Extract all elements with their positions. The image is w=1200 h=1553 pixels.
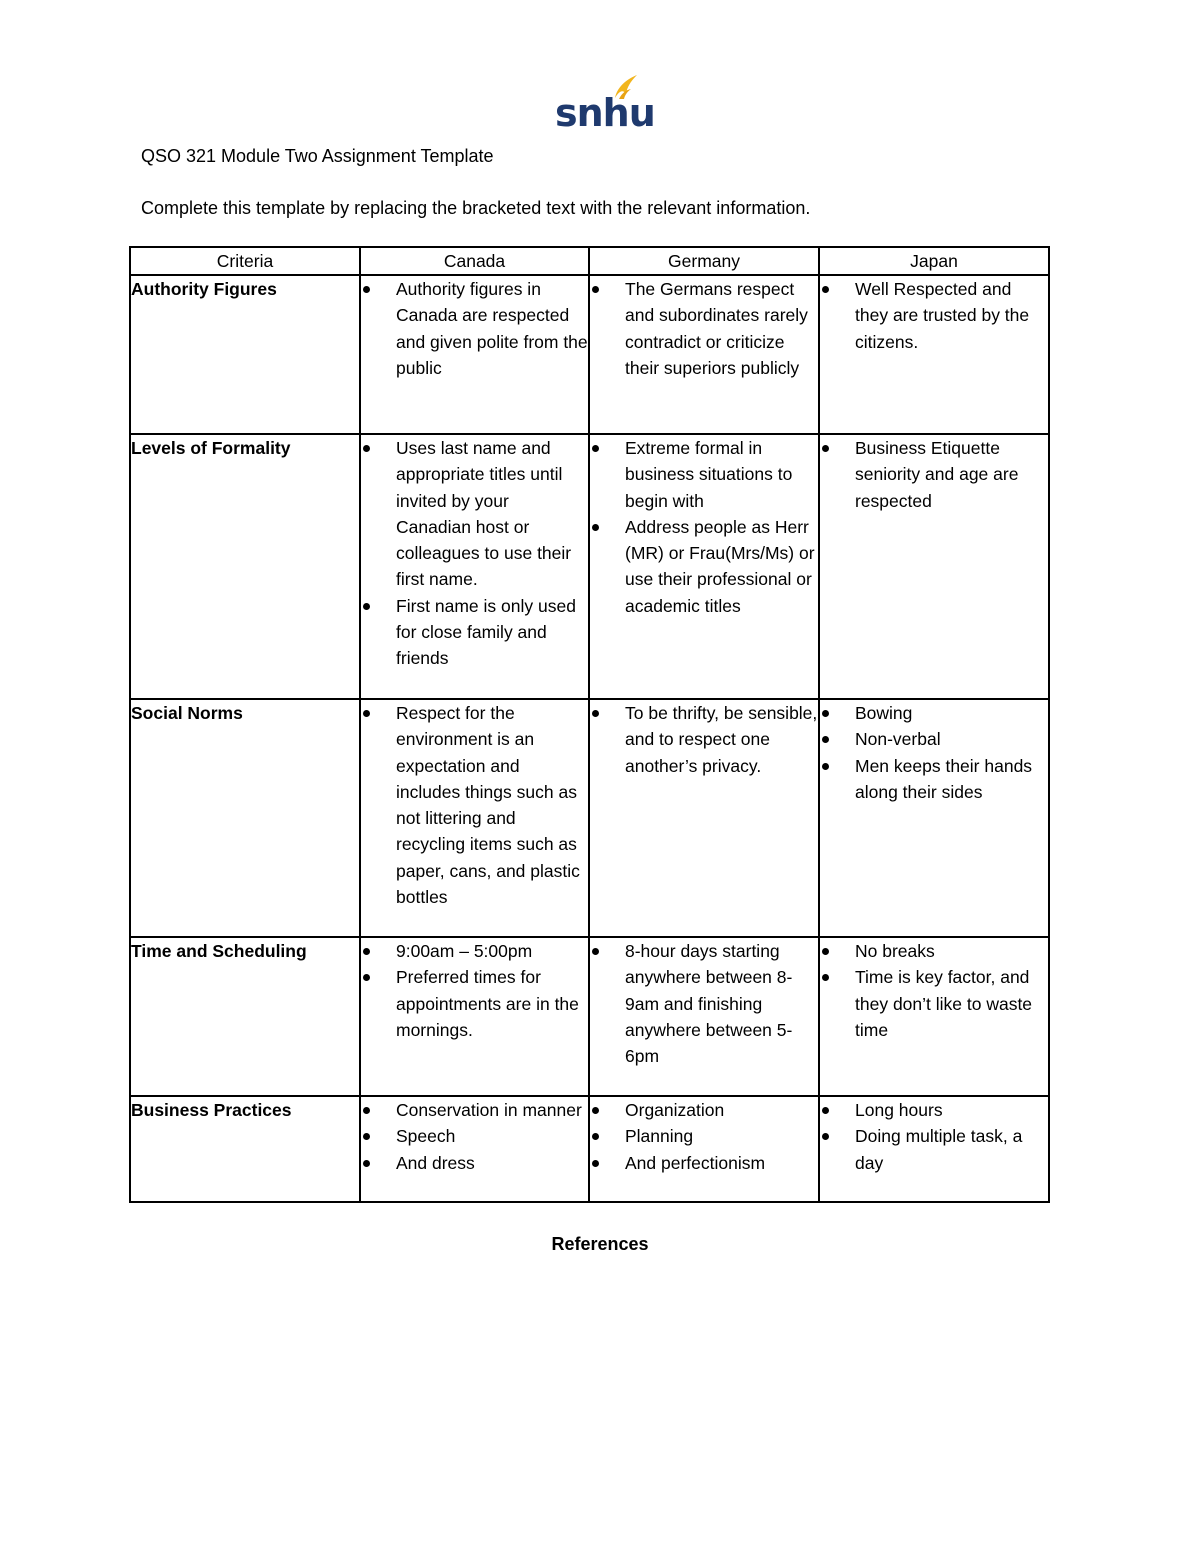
canada-cell xyxy=(360,937,589,1096)
list-item: Time is key factor, and they don’t like to waste time xyxy=(820,964,1048,1043)
bullet-list xyxy=(820,276,1048,355)
table-row xyxy=(130,1096,1049,1202)
list-item: To be thrifty, be sensible, and to respect one another’s privacy. xyxy=(590,700,818,779)
table-row xyxy=(130,937,1049,1096)
instructions-text: Complete this template by replacing the bracketed text with the relevant information. xyxy=(141,198,811,218)
header-germany: Germany xyxy=(589,247,819,275)
bullet-list xyxy=(820,700,1048,805)
canada-cell xyxy=(360,275,589,434)
bullet-list xyxy=(590,435,818,619)
header-canada: Canada xyxy=(360,247,589,275)
japan-cell xyxy=(819,699,1049,937)
bullet-list xyxy=(361,938,588,1043)
header-japan: Japan xyxy=(819,247,1049,275)
list-item: Business Etiquette seniority and age are respected xyxy=(820,435,1048,514)
list-item: Address people as Herr (MR) or Frau(Mrs/Ms) or use their professional or academic titles xyxy=(590,514,818,619)
list-item: Organization xyxy=(590,1097,818,1123)
criterion-cell: Time and Scheduling xyxy=(130,937,360,1096)
bullet-list xyxy=(361,1097,588,1176)
list-item: Non-verbal xyxy=(820,726,1048,752)
table-row xyxy=(130,275,1049,434)
list-item: Men keeps their hands along their sides xyxy=(820,753,1048,806)
table-row xyxy=(130,434,1049,699)
japan-cell xyxy=(819,1096,1049,1202)
list-item: Speech xyxy=(361,1123,588,1149)
bullet-list xyxy=(361,435,588,672)
japan-cell xyxy=(819,275,1049,434)
comparison-table xyxy=(129,246,1050,1203)
criterion-cell: Authority Figures xyxy=(130,275,360,434)
list-item: The Germans respect and subordinates rarely contradict or criticize their superiors publicly xyxy=(590,276,818,381)
list-item: Uses last name and appropriate titles until invited by your Canadian host or colleagues to use their first name. xyxy=(361,435,588,593)
bullet-list xyxy=(361,276,588,381)
list-item: Authority figures in Canada are respected and given polite from the public xyxy=(361,276,588,381)
document-title: QSO 321 Module Two Assignment Template xyxy=(141,146,494,166)
bullet-list xyxy=(590,276,818,381)
canada-cell xyxy=(360,699,589,937)
list-item: Respect for the environment is an expectation and includes things such as not littering and recycling items such as paper, cans, and plastic bottles xyxy=(361,700,588,910)
bullet-list xyxy=(361,700,588,910)
list-item: First name is only used for close family and friends xyxy=(361,593,588,672)
list-item: Well Respected and they are trusted by the citizens. xyxy=(820,276,1048,355)
header-criteria: Criteria xyxy=(130,247,360,275)
bullet-list xyxy=(590,938,818,1069)
criterion-cell: Business Practices xyxy=(130,1096,360,1202)
list-item: Doing multiple task, a day xyxy=(820,1123,1048,1176)
references-heading: References xyxy=(551,1234,649,1254)
germany-cell xyxy=(589,1096,819,1202)
table-header-row xyxy=(130,247,1049,275)
germany-cell xyxy=(589,434,819,699)
logo-wordmark: snhu xyxy=(555,91,655,135)
bullet-list xyxy=(590,1097,818,1176)
list-item: Conservation in manner xyxy=(361,1097,588,1123)
list-item: Long hours xyxy=(820,1097,1048,1123)
list-item: Bowing xyxy=(820,700,1048,726)
list-item: Preferred times for appointments are in the mornings. xyxy=(361,964,588,1043)
table-row xyxy=(130,699,1049,937)
list-item: And perfectionism xyxy=(590,1150,818,1176)
snhu-logo xyxy=(555,72,655,135)
canada-cell xyxy=(360,434,589,699)
list-item: 9:00am – 5:00pm xyxy=(361,938,588,964)
canada-cell xyxy=(360,1096,589,1202)
bullet-list xyxy=(820,1097,1048,1176)
bullet-list xyxy=(590,700,818,779)
germany-cell xyxy=(589,937,819,1096)
list-item: Extreme formal in business situations to begin with xyxy=(590,435,818,514)
japan-cell xyxy=(819,937,1049,1096)
japan-cell xyxy=(819,434,1049,699)
list-item: Planning xyxy=(590,1123,818,1149)
germany-cell xyxy=(589,275,819,434)
list-item: No breaks xyxy=(820,938,1048,964)
bullet-list xyxy=(820,938,1048,1043)
criterion-cell: Social Norms xyxy=(130,699,360,937)
list-item: And dress xyxy=(361,1150,588,1176)
germany-cell xyxy=(589,699,819,937)
criterion-cell: Levels of Formality xyxy=(130,434,360,699)
list-item: 8-hour days starting anywhere between 8-9am and finishing anywhere between 5-6pm xyxy=(590,938,818,1069)
bullet-list xyxy=(820,435,1048,514)
